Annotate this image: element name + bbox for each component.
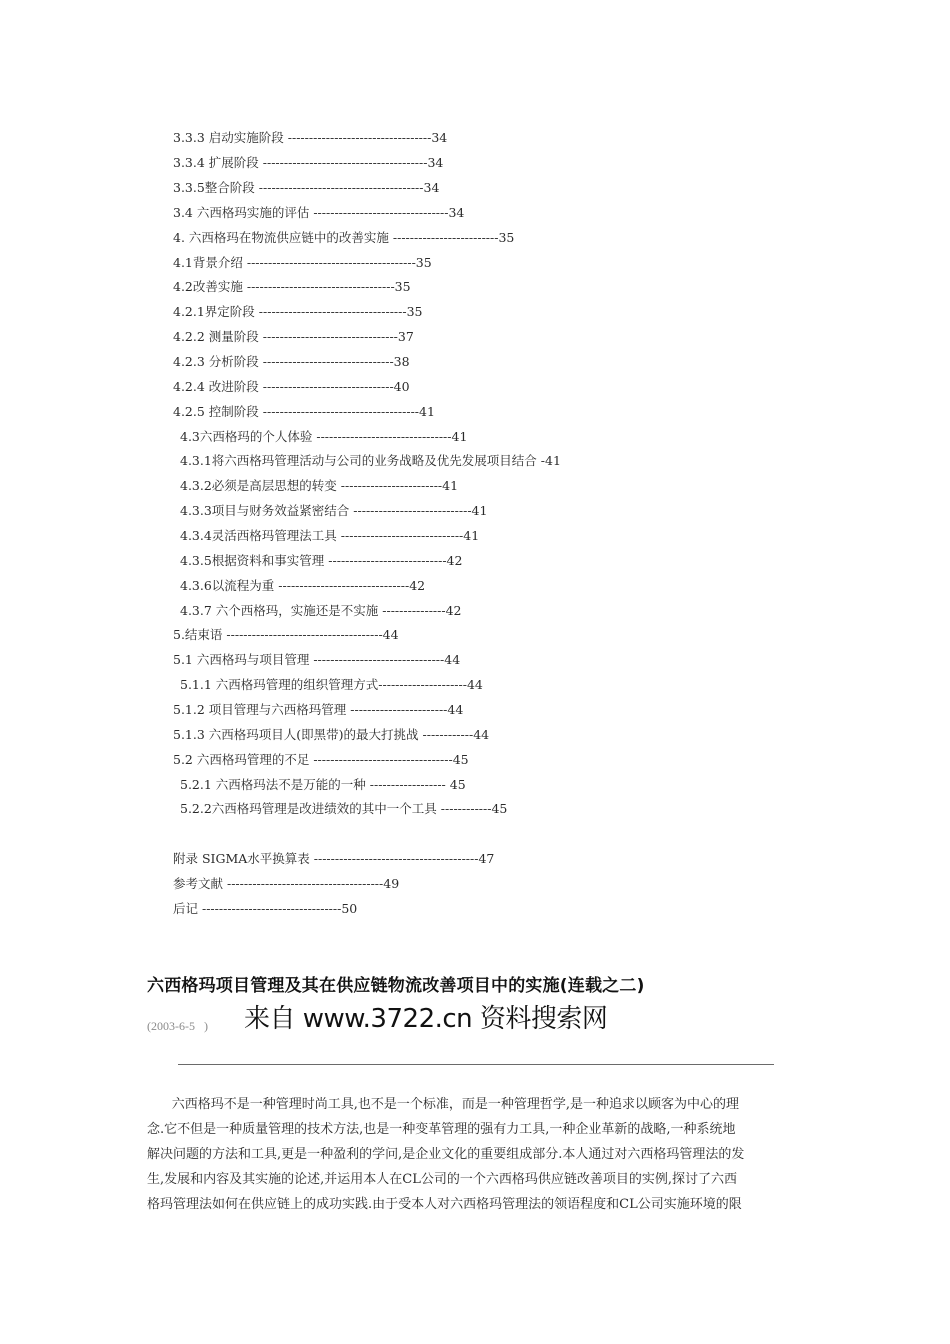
toc-entry: 4.1背景介绍 ----------------------------------------35 — [173, 255, 432, 270]
toc-entry: 5.2 六西格玛管理的不足 ---------------------------------45 — [173, 752, 469, 767]
toc-entry: 4.2.1界定阶段 -----------------------------------35 — [173, 304, 423, 319]
toc-entry: 5.1 六西格玛与项目管理 -------------------------------44 — [173, 652, 461, 667]
article-body — [147, 1092, 807, 1217]
body-line: 六西格玛不是一种管理时尚工具,也不是一个标准，而是一种管理哲学,是一种追求以顾客为中心的理 — [147, 1097, 740, 1112]
toc-entry: 4.3.2必须是高层思想的转变 ------------------------41 — [180, 478, 459, 493]
toc-entry: 4. 六西格玛在物流供应链中的改善实施 -------------------------35 — [173, 230, 515, 245]
toc-entry: 4.2.4 改进阶段 -------------------------------40 — [173, 379, 410, 394]
toc-entry: 5.1.3 六西格玛项目人(即黑带)的最大打挑战 ------------44 — [173, 727, 490, 742]
toc-entry: 附录 SIGMA水平换算表 ---------------------------------------47 — [173, 851, 495, 866]
toc-entry: 4.3.1将六西格玛管理活动与公司的业务战略及优先发展项目结合 -41 — [180, 453, 561, 468]
toc-entry: 4.3.6以流程为重 -------------------------------42 — [180, 578, 426, 593]
toc-entry: 5.1.2 项目管理与六西格玛管理 -----------------------44 — [173, 702, 464, 717]
toc-entry: 4.2.2 测量阶段 --------------------------------37 — [173, 329, 414, 344]
toc-entry: 5.2.1 六西格玛法不是万能的一种 ------------------ 45 — [180, 777, 466, 792]
toc-entry: 4.2改善实施 -----------------------------------35 — [173, 279, 411, 294]
toc-entry: 4.3.4灵活西格玛管理法工具 -----------------------------41 — [180, 528, 480, 543]
toc-entry: 4.3.3项目与财务效益紧密结合 ----------------------------41 — [180, 503, 488, 518]
toc-entry: 4.2.3 分析阶段 -------------------------------38 — [173, 354, 410, 369]
toc-entry: 3.3.4 扩展阶段 ---------------------------------------34 — [173, 155, 444, 170]
toc-entry: 4.3.7 六个西格玛，实施还是不实施 ---------------42 — [180, 603, 462, 618]
body-line: 生,发展和内容及其实施的论述,并运用本人在CL公司的一个六西格玛供应链改善项目的实例,探讨了六西 — [147, 1172, 737, 1187]
toc-entry: 参考文献 -------------------------------------49 — [173, 876, 400, 891]
body-line: 念.它不但是一种质量管理的技术方法,也是一种变革管理的强有力工具,一种企业革新的战略,一种系统地 — [147, 1122, 736, 1137]
toc-entry: 4.3六西格玛的个人体验 --------------------------------41 — [180, 429, 468, 444]
toc-entry: 后记 ---------------------------------50 — [173, 901, 358, 916]
toc-entry: 5.结束语 -------------------------------------44 — [173, 627, 399, 642]
toc-entry: 4.3.5根据资料和事实管理 ----------------------------42 — [180, 553, 463, 568]
article-title: 六西格玛项目管理及其在供应链物流改善项目中的实施(连载之二) — [147, 976, 645, 996]
toc-entry: 3.4 六西格玛实施的评估 --------------------------------34 — [173, 205, 465, 220]
body-line: 格玛管理法如何在供应链上的成功实践.由于受本人对六西格玛管理法的领语程度和CL公司实施环境的限 — [147, 1197, 742, 1212]
toc-entry: 4.2.5 控制阶段 -------------------------------------41 — [173, 404, 435, 419]
article-date: (2003-6-5 ) — [147, 1019, 208, 1033]
body-line: 解决问题的方法和工具,更是一种盈利的学问,是企业文化的重要组成部分.本人通过对六西格玛管理法的发 — [147, 1147, 745, 1162]
toc-entry: 3.3.3 启动实施阶段 ----------------------------------34 — [173, 130, 448, 145]
divider — [178, 1064, 774, 1065]
toc-entry: 3.3.5整合阶段 ---------------------------------------34 — [173, 180, 440, 195]
toc-entry: 5.1.1 六西格玛管理的组织管理方式---------------------44 — [180, 677, 483, 692]
source-watermark: 来自 www.3722.cn 资料搜索网 — [244, 1004, 608, 1034]
toc-entry: 5.2.2六西格玛管理是改进绩效的其中一个工具 ------------45 — [180, 801, 508, 816]
